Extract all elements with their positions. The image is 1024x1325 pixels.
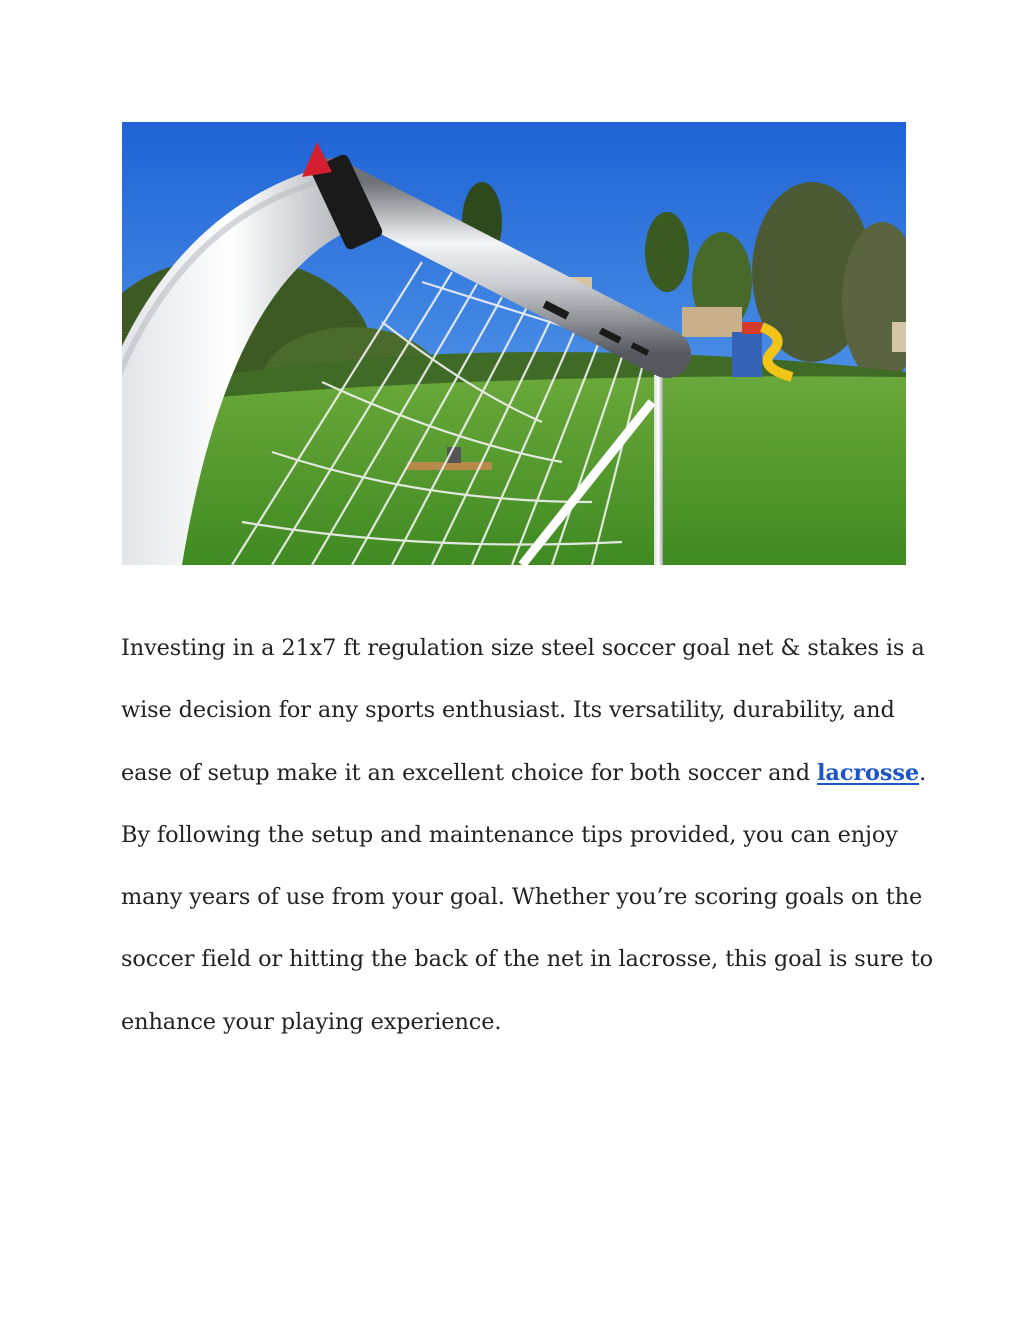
paragraph-line-3	[121, 742, 927, 804]
paragraph-line-7: enhance your playing experience.	[121, 1008, 502, 1035]
paragraph-line-2: wise decision for any sports enthusiast. Its versatility, durability, and	[121, 697, 895, 724]
paragraph-line-3-text: ease of setup make it an excellent choice for both soccer and	[121, 759, 818, 786]
paragraph-line-6: soccer field or hitting the back of the net in lacrosse, this goal is sure to	[121, 946, 934, 973]
article-paragraph	[121, 617, 934, 1053]
soccer-goal-photo	[122, 122, 906, 565]
lacrosse-link[interactable]: lacrosse	[817, 759, 920, 786]
paragraph-line-1: Investing in a 21x7 ft regulation size steel soccer goal net & stakes is a	[121, 635, 925, 661]
goal-rear-post	[654, 358, 663, 565]
paragraph-line-4: By following the setup and maintenance tips provided, you can enjoy	[121, 821, 898, 848]
paragraph-line-5: many years of use from your goal. Whether you’re scoring goals on the	[121, 884, 923, 911]
soccer-goal-illustration	[122, 122, 906, 565]
paragraph-line-3-period: .	[919, 759, 927, 786]
